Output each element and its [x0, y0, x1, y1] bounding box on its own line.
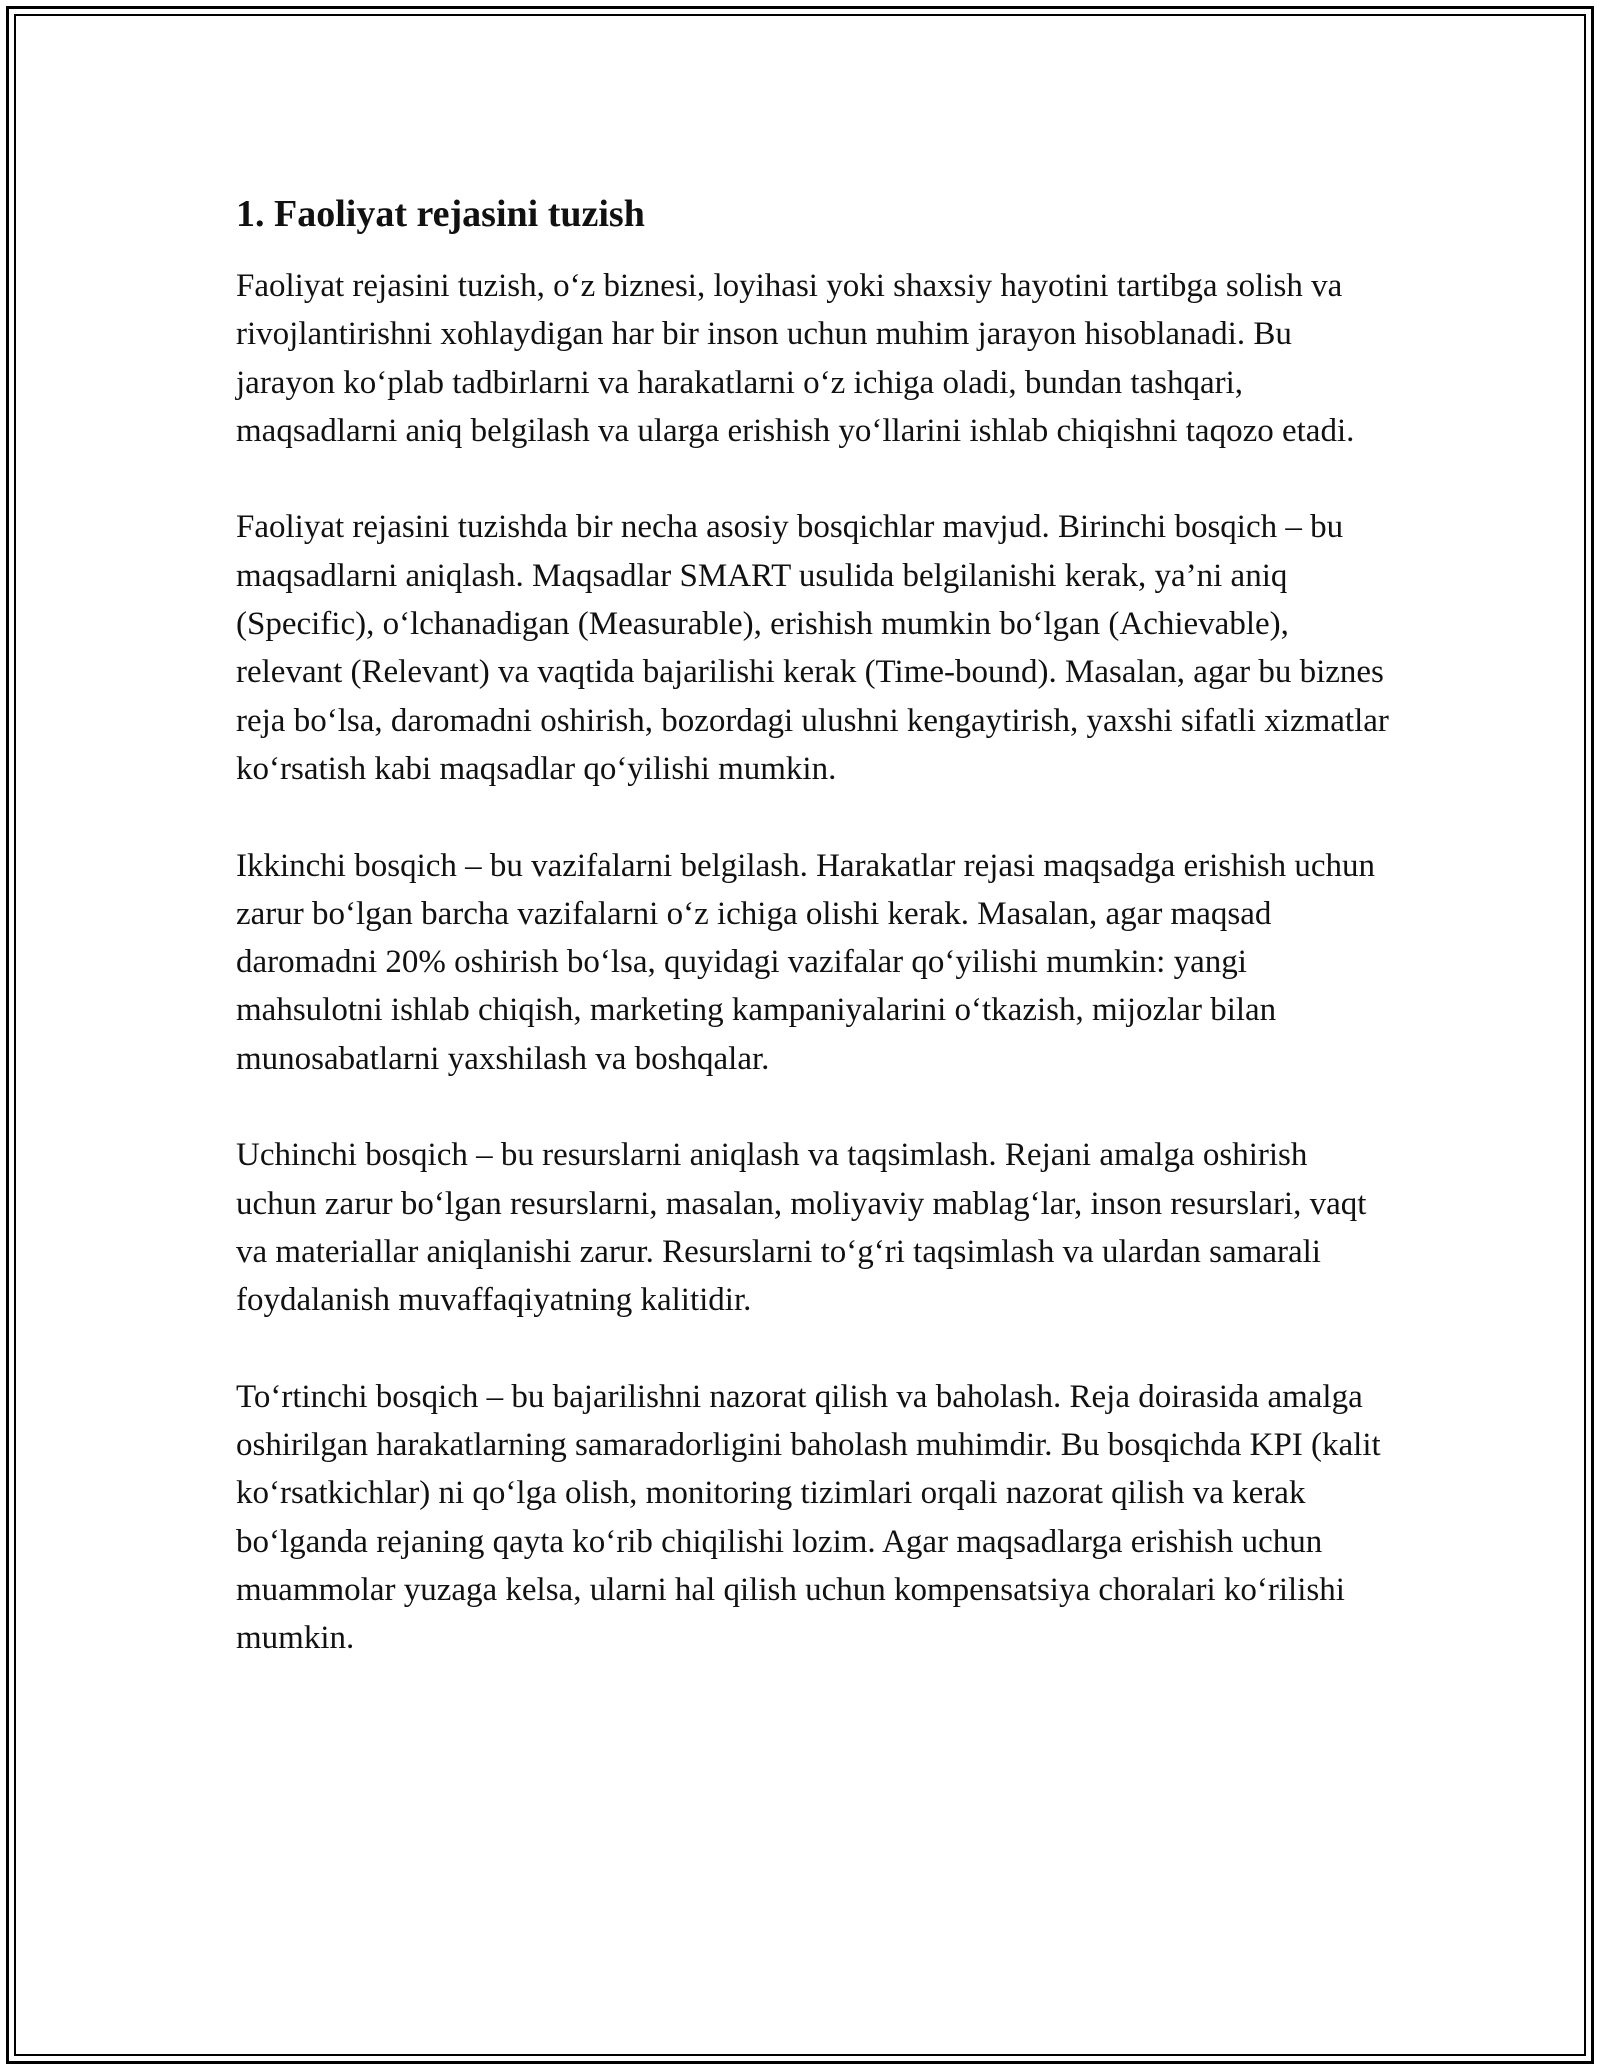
paragraph-stage-four: To‘rtinchi bosqich – bu bajarilishni nazorat qilish va baholash. Reja doirasida amalga oshirilgan harakatlarning samaradorligini baholash muhimdir. Bu bosqichda KPI (kalit ko‘rsatkichlar) ni qo‘lga olish, monitoring tizimlari orqali nazorat qilish va kerak bo‘lganda rejaning qayta ko‘rib chiqilishi lozim. Agar maqsadlarga erishish uchun muammolar yuzaga kelsa, ularni hal qilish uchun kompensatsiya choralari ko‘rilishi mumkin.: [236, 1378, 1381, 1657]
document-body: [236, 186, 1396, 1663]
paragraph-stage-one: Faoliyat rejasini tuzishda bir necha asosiy bosqichlar mavjud. Birinchi bosqich – bu maqsadlarni aniqlash. Maqsadlar SMART usulida belgilanishi kerak, ya’ni aniq (Specific), o‘lchanadigan (Measurable), erishish mumkin bo‘lgan (Achievable), relevant (Relevant) va vaqtida bajarilishi kerak (Time-bound). Masalan, agar bu biznes reja bo‘lsa, daromadni oshirish, bozordagi ulushni kengaytirish, yaxshi sifatli xizmatlar ko‘rsatish kabi maqsadlar qo‘yilishi mumkin.: [236, 509, 1389, 787]
section-heading: 1. Faoliyat rejasini tuzish: [236, 193, 645, 235]
paragraph-stage-two: Ikkinchi bosqich – bu vazifalarni belgilash. Harakatlar rejasi maqsadga erishish uchun zarur bo‘lgan barcha vazifalarni o‘z ichiga olishi kerak. Masalan, agar maqsad daromadni 20% oshirish bo‘lsa, quyidagi vazifalar qo‘yilishi mumkin: yangi mahsulotni ishlab chiqish, marketing kampaniyalarini o‘tkazish, mijozlar bilan munosabatlarni yaxshilash va boshqalar.: [236, 847, 1376, 1077]
paragraph-intro: Faoliyat rejasini tuzish, o‘z biznesi, loyihasi yoki shaxsiy hayotini tartibga solish va rivojlantirishni xohlaydigan har bir inson uchun muhim jarayon hisoblanadi. Bu jarayon ko‘plab tadbirlarni va harakatlarni o‘z ichiga oladi, bundan tashqari, maqsadlarni aniq belgilash va ularga erishish yo‘llarini ishlab chiqishni taqozo etadi.: [236, 268, 1355, 449]
paragraph-stage-three: Uchinchi bosqich – bu resurslarni aniqlash va taqsimlash. Rejani amalga oshirish uchun zarur bo‘lgan resurslarni, masalan, moliyaviy mablag‘lar, inson resurslari, vaqt va materiallar aniqlanishi zarur. Resurslarni to‘g‘ri taqsimlash va ulardan samarali foydalanish muvaffaqiyatning kalitidir.: [236, 1137, 1367, 1319]
